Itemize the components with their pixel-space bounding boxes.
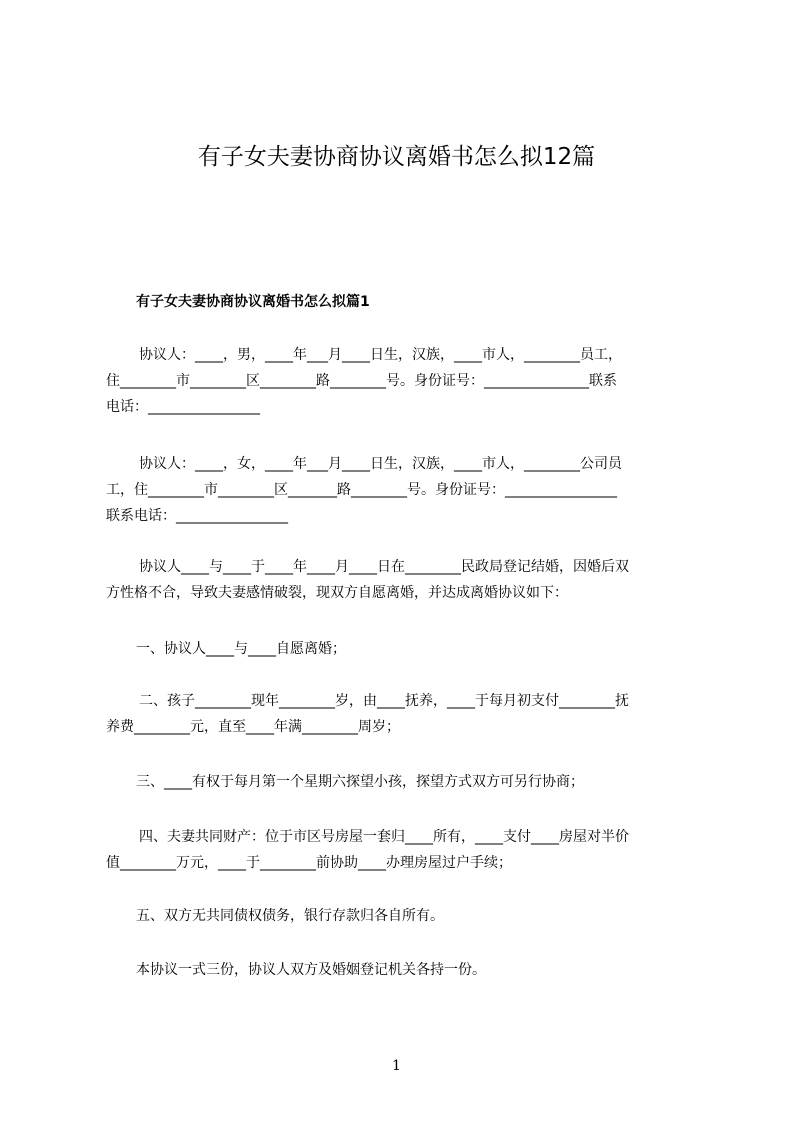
section-heading: 有子女夫妻协商协议离婚书怎么拟篇1 (136, 294, 370, 310)
clause-line: 五、双方无共同债权债务，银行存款归各自所有。 (136, 908, 444, 924)
clause-line: 二、孩子________现年________岁，由____抚养，____于每月初支付________抚 (139, 693, 629, 709)
closing-line: 本协议一式三份，协议人双方及婚姻登记机关各持一份。 (136, 962, 486, 978)
clause-line: 值________万元，____于________前协助____办理房屋过户手续； (106, 855, 512, 871)
page-number: 1 (392, 1058, 401, 1074)
clause-line: 一、协议人____与____自愿离婚； (136, 641, 346, 657)
document-title: 有子女夫妻协商协议离婚书怎么拟12篇 (197, 144, 596, 170)
clause-line: 四、夫妻共同财产：位于市区号房屋一套归____所有，____支付____房屋对半价 (139, 829, 629, 845)
paragraph-line: 住________市________区________路________号。身份证号：_______________联系 (106, 373, 617, 389)
paragraph-line: 联系电话：________________ (106, 508, 288, 524)
paragraph-line: 协议人____与____于____年____月____日在________民政局登记结婚，因婚后双 (139, 559, 629, 575)
clause-line: 三、____有权于每月第一个星期六探望小孩，探望方式双方可另行协商； (136, 774, 584, 790)
paragraph-line: 工，住________市________区_______路________号。身份证号：________________ (106, 482, 617, 498)
paragraph-line: 协议人：____，女，____年___月____日生，汉族，____市人，________公司员 (139, 456, 622, 472)
paragraph-line: 电话：________________ (106, 399, 260, 415)
paragraph-line: 协议人：____，男，____年___月____日生，汉族，____市人，________员工， (139, 347, 622, 363)
paragraph-line: 方性格不合，导致夫妻感情破裂，现双方自愿离婚，并达成离婚协议如下： (106, 585, 568, 601)
clause-line: 养费________元，直至____年满________周岁； (106, 719, 400, 735)
